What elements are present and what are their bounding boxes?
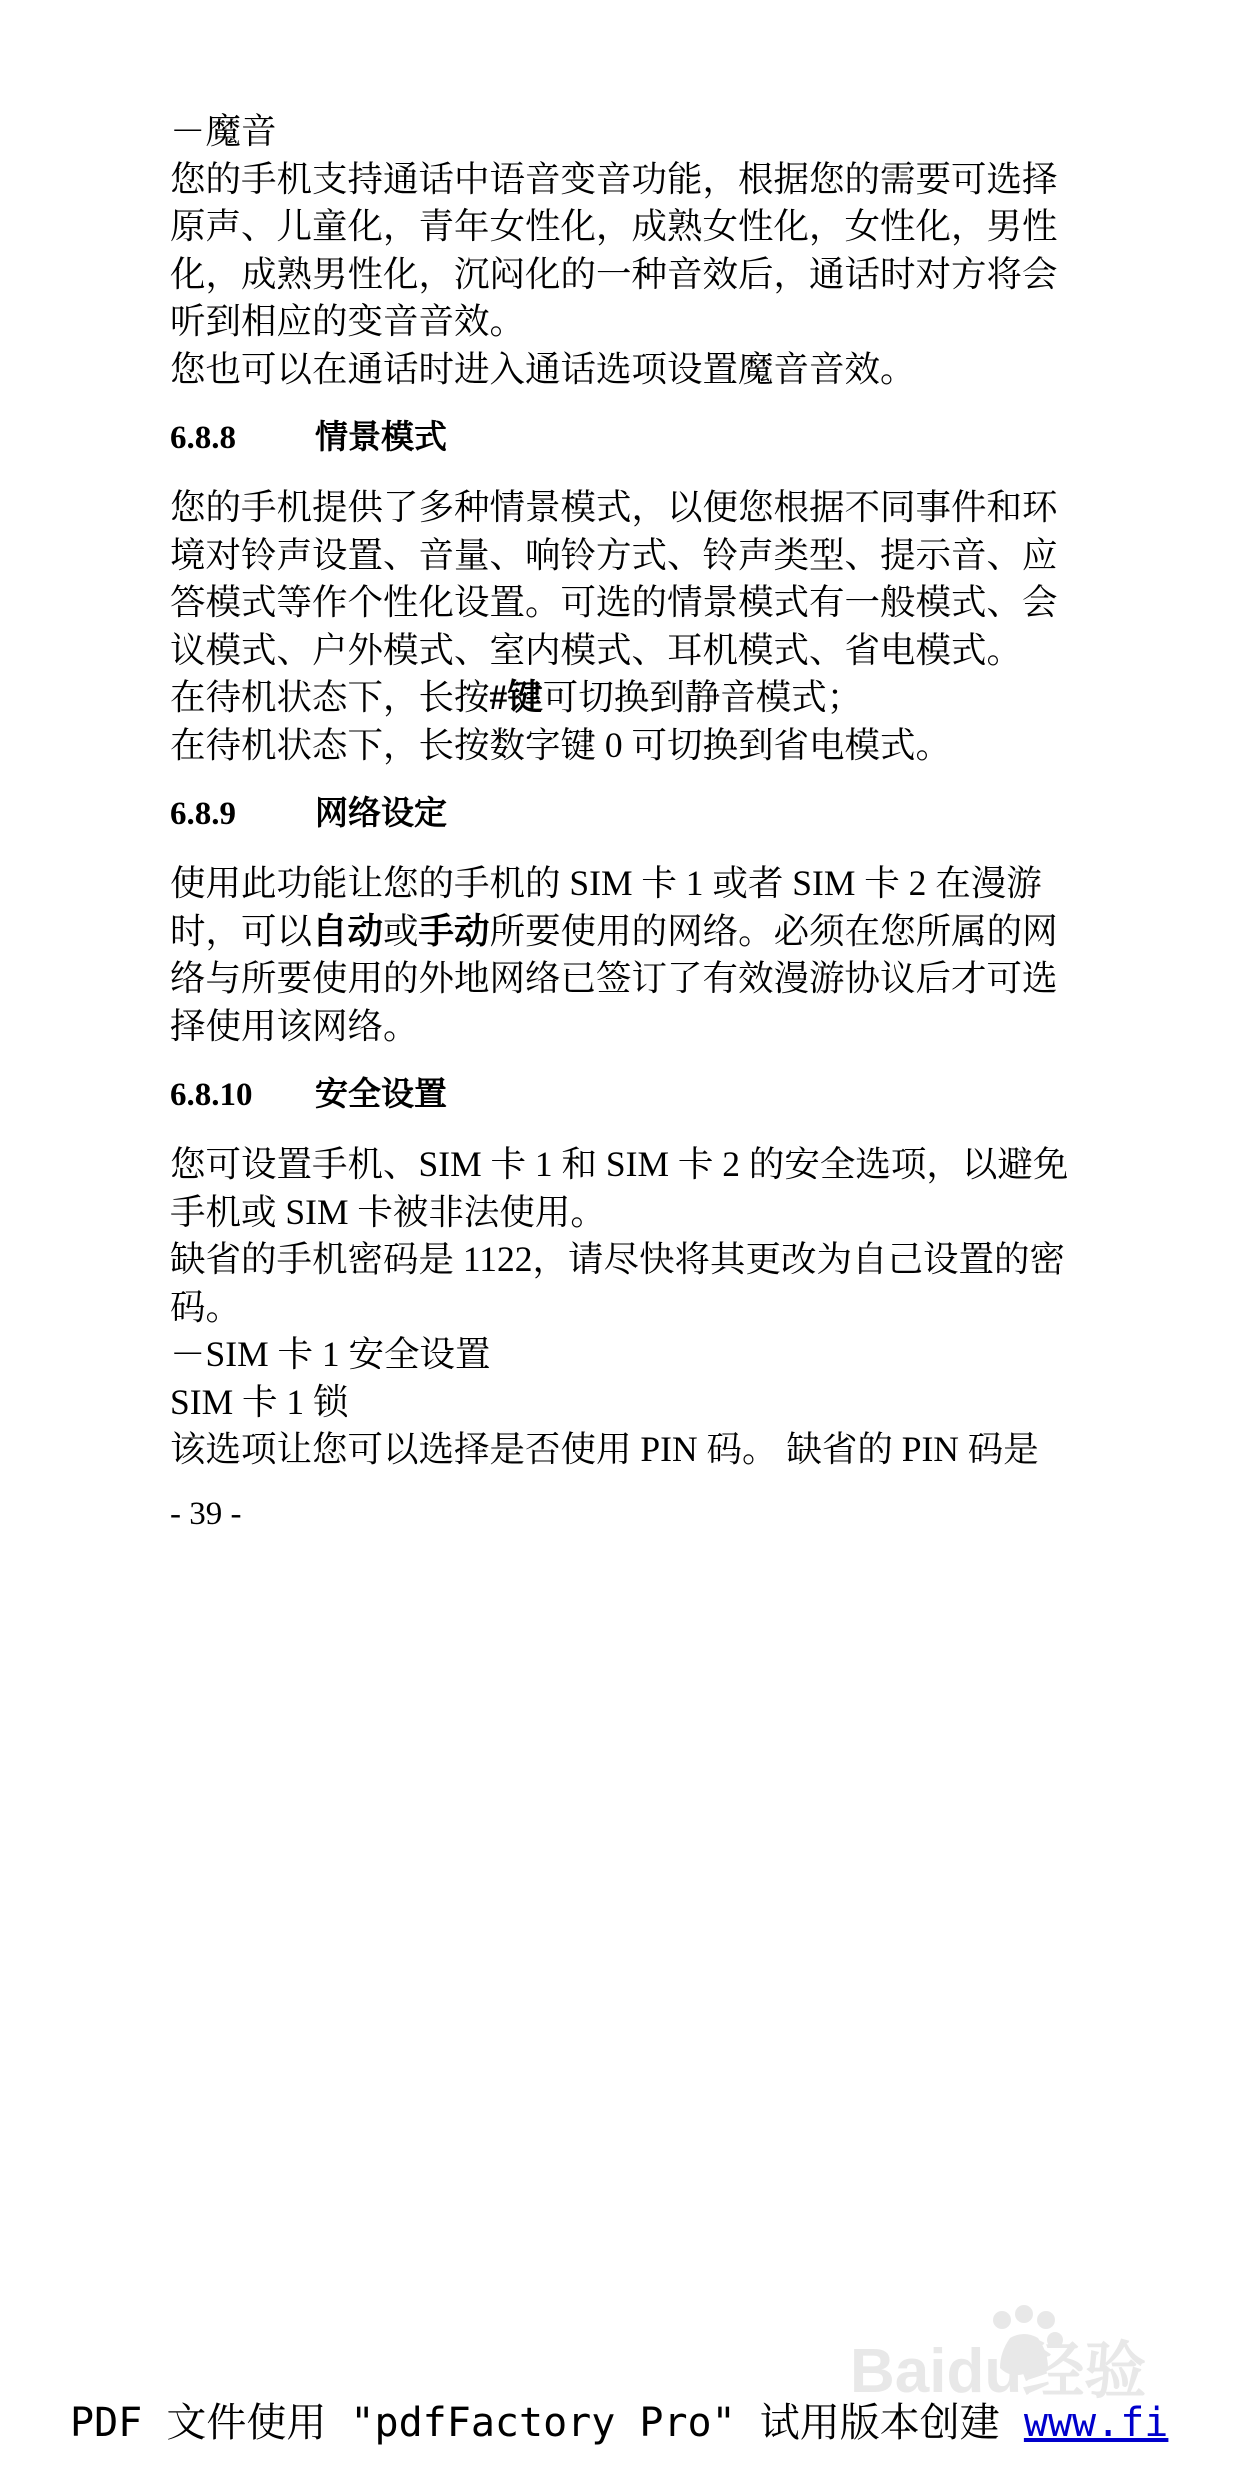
paragraph-line: 您的手机支持通话中语音变音功能，根据您的需要可选择 [170,158,1058,199]
paragraph-line: 码。 [170,1286,242,1327]
document-page [170,108,1075,1536]
page-number: - 39 - [170,1495,242,1532]
paragraph-line: 您可设置手机、SIM 卡 1 和 SIM 卡 2 的安全选项，以避免 [170,1144,1069,1184]
paragraph-line: 听到相应的变音音效。 [170,301,526,341]
voice-change-title: －魔音 [170,111,277,151]
pdf-footer [70,2395,1168,2451]
baidu-watermark-logo [850,2300,1180,2410]
text-run: 在待机状态下，长按 [170,677,490,717]
watermark-text: Baidu经验 [850,2337,1147,2406]
paragraph-line: 络与所要使用的外地网络已签订了有效漫游协议后才可选 [170,958,1058,998]
section-title: 网络设定 [315,796,447,832]
paragraph-line: 答模式等作个性化设置。可选的情景模式有一般模式、会 [170,582,1058,622]
section-number: 6.8.9 [170,796,236,832]
text-run: 所要使用的网络。必须在您所属的网 [489,910,1058,951]
footer-link[interactable]: www.fi [1023,2400,1169,2446]
paragraph-line: 手机或 SIM 卡被非法使用。 [170,1191,606,1232]
section-number: 6.8.8 [170,420,236,456]
section-number: 6.8.10 [170,1077,253,1113]
network-mode-line [170,908,1075,956]
silent-mode-line [170,674,1075,722]
text-run: 或 [383,910,419,951]
paragraph-line: 该选项让您可以选择是否使用 PIN 码。 缺省的 PIN 码是 [170,1429,1039,1469]
footer-text: PDF 文件使用 "pdfFactory Pro" 试用版本创建 [70,2400,1024,2446]
power-save-line: 在待机状态下，长按数字键 0 可切换到省电模式。 [170,724,952,765]
paragraph-line: 缺省的手机密码是 1122，请尽快将其更改为自己设置的密 [170,1239,1066,1279]
paragraph-line: 原声、儿童化，青年女性化，成熟女性化，女性化，男性 [170,206,1058,246]
section-heading-security [170,1072,1075,1119]
paragraph-line: SIM 卡 1 锁 [170,1381,349,1422]
section-heading-profiles [170,415,1075,462]
paragraph-line: 境对铃声设置、音量、响铃方式、铃声类型、提示音、应 [170,534,1058,575]
section-heading-network [170,791,1075,838]
text-run: 时，可以 [170,910,313,951]
paragraph-line: －SIM 卡 1 安全设置 [170,1334,491,1374]
hash-key-label: #键 [489,677,543,717]
paragraph-line: 您的手机提供了多种情景模式，以便您根据不同事件和环 [170,487,1058,527]
paragraph-line: 择使用该网络。 [170,1005,419,1046]
manual-label: 手动 [418,910,490,951]
text-run: 可切换到静音模式； [542,677,863,717]
paragraph-line: 议模式、户外模式、室内模式、耳机模式、省电模式。 [170,629,1023,670]
paragraph-line: 化，成熟男性化，沉闷化的一种音效后，通话时对方将会 [170,253,1058,294]
auto-label: 自动 [312,910,384,951]
paragraph-line: 您也可以在通话时进入通话选项设置魔音音效。 [170,348,916,389]
section-title: 安全设置 [315,1077,447,1113]
section-title: 情景模式 [315,420,447,456]
paragraph-line: 使用此功能让您的手机的 SIM 卡 1 或者 SIM 卡 2 在漫游 [170,863,1042,903]
